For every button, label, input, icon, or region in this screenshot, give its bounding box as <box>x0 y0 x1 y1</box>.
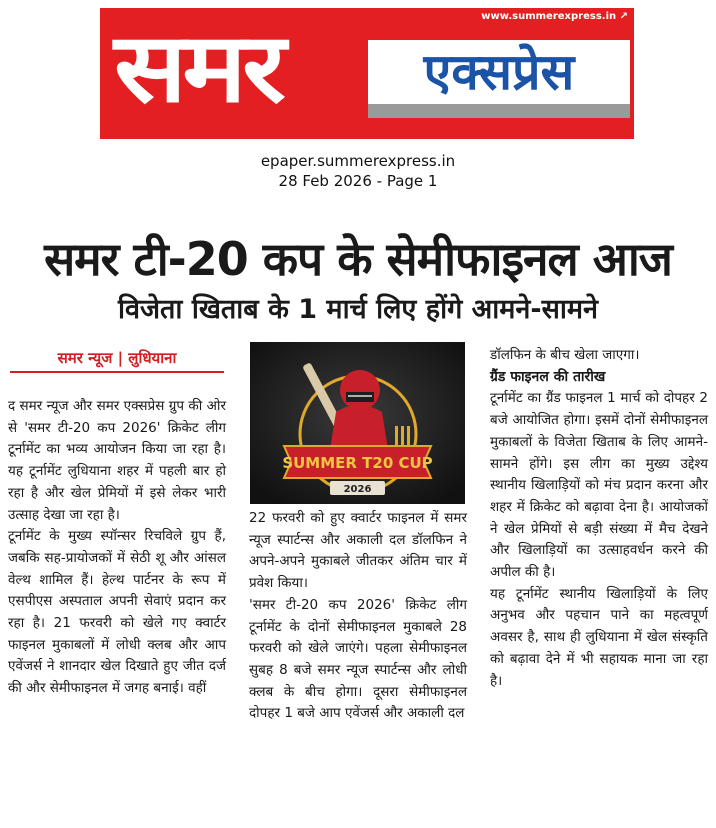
article-column-3 <box>490 345 708 692</box>
logo-text: SUMMER T20 CUP <box>282 454 433 472</box>
article-paragraph: 22 फरवरी को हुए क्वार्टर फाइनल में समर न्यूज स्पार्टन्स और अकाली दल डॉलफिन ने अपने-अपने मुकाबले जीतकर अंतिम चार में प्रवेश किया। <box>249 510 467 592</box>
article-paragraph: द समर न्यूज और समर एक्सप्रेस ग्रुप की ओर से 'समर टी-20 कप 2026' क्रिकेट लीग टूर्नामेंट का भव्य आयोजन किया जा रहा है। यह टूर्नामेंट लुधियाना शहर में पहली बार हो रहा है और खेल प्रेमियों में इसे लेकर भारी उत्साह देखा जा रहा है। <box>8 398 226 523</box>
tournament-logo-image <box>250 342 465 504</box>
logo-year: 2026 <box>343 484 372 495</box>
byline: समर न्यूज | लुधियाना <box>10 348 224 373</box>
article-paragraph: टूर्नामेंट के मुख्य स्पॉन्सर रिचविले ग्रुप हैं, जबकि सह-प्रायोजकों में सेठी शू और आंसल वेल्थ शामिल हैं। हेल्थ पार्टनर के रूप में एसपीएस अस्पताल अपनी सेवाएं प्रदान कर रहा है। 21 फरवरी को खेले गए क्वार्टर फाइनल मुकाबलों में लोधी क्लब और आप एवेंजर्स ने शानदार खेल दिखाते हुए जीत दर्ज की और सेमीफाइनल में जगह बनाई। वहीं <box>8 528 226 697</box>
article-paragraph: यह टूर्नामेंट स्थानीय खिलाड़ियों के लिए अनुभव और पहचान पाने का महत्वपूर्ण अवसर है, साथ ही लुधियाना में खेल संस्कृति को बढ़ावा देने में भी सहायक माना जा रहा है। <box>490 585 708 689</box>
article-paragraph: डॉलफिन के बीच खेला जाएगा। <box>490 347 640 363</box>
article-paragraph: 'समर टी-20 कप 2026' क्रिकेट लीग टूर्नामेंट के दोनों सेमीफाइनल मुकाबले 28 फरवरी को खेले जाएंगे। पहला सेमीफाइनल सुबह 8 बजे समर न्यूज स्पार्टन्स और लोधी क्लब के बीच होगा। दूसरा सेमीफाइनल दोपहर 1 बजे आप एवेंजर्स और अकाली दल <box>249 596 467 722</box>
masthead-title-right-box <box>368 40 630 104</box>
article-column-1 <box>8 396 226 700</box>
subheadline: विजेता खिताब के 1 मार्च लिए होंगे आमने-सामने <box>118 294 598 325</box>
masthead-url[interactable]: www.summerexpress.in ↗ <box>481 11 628 22</box>
article-paragraph: टूर्नामेंट का ग्रैंड फाइनल 1 मार्च को दोपहर 2 बजे आयोजित होगा। इसमें दोनों सेमीफाइनल मुकाबलों के विजेता खिताब के लिए आमने-सामने होंगे। इस लीग का मुख्य उद्देश्य स्थानीय खिलाड़ियों को मंच प्रदान करना और शहर में क्रिकेट को बढ़ावा देना है। आयोजकों ने खेल प्रेमियों से बड़ी संख्या में मैच देखने और खिलाड़ियों का उत्साहवर्धन करने की अपील की है। <box>490 390 708 581</box>
headline: समर टी-20 कप के सेमीफाइनल आज <box>44 232 672 286</box>
cursor-icon: ↗ <box>619 11 628 22</box>
masthead-title-left: समर <box>114 12 282 124</box>
masthead-gray-bar <box>368 104 630 118</box>
cricket-player-icon <box>250 342 465 504</box>
section-heading: ग्रैंड फाइनल की तारीख <box>490 368 606 385</box>
edition-date-page: 28 Feb 2026 - Page 1 <box>278 172 438 190</box>
masthead <box>100 8 634 139</box>
article-column-2 <box>249 508 467 725</box>
masthead-title-right: एक्सप्रेस <box>423 43 575 101</box>
epaper-site[interactable]: epaper.summerexpress.in <box>260 152 456 170</box>
